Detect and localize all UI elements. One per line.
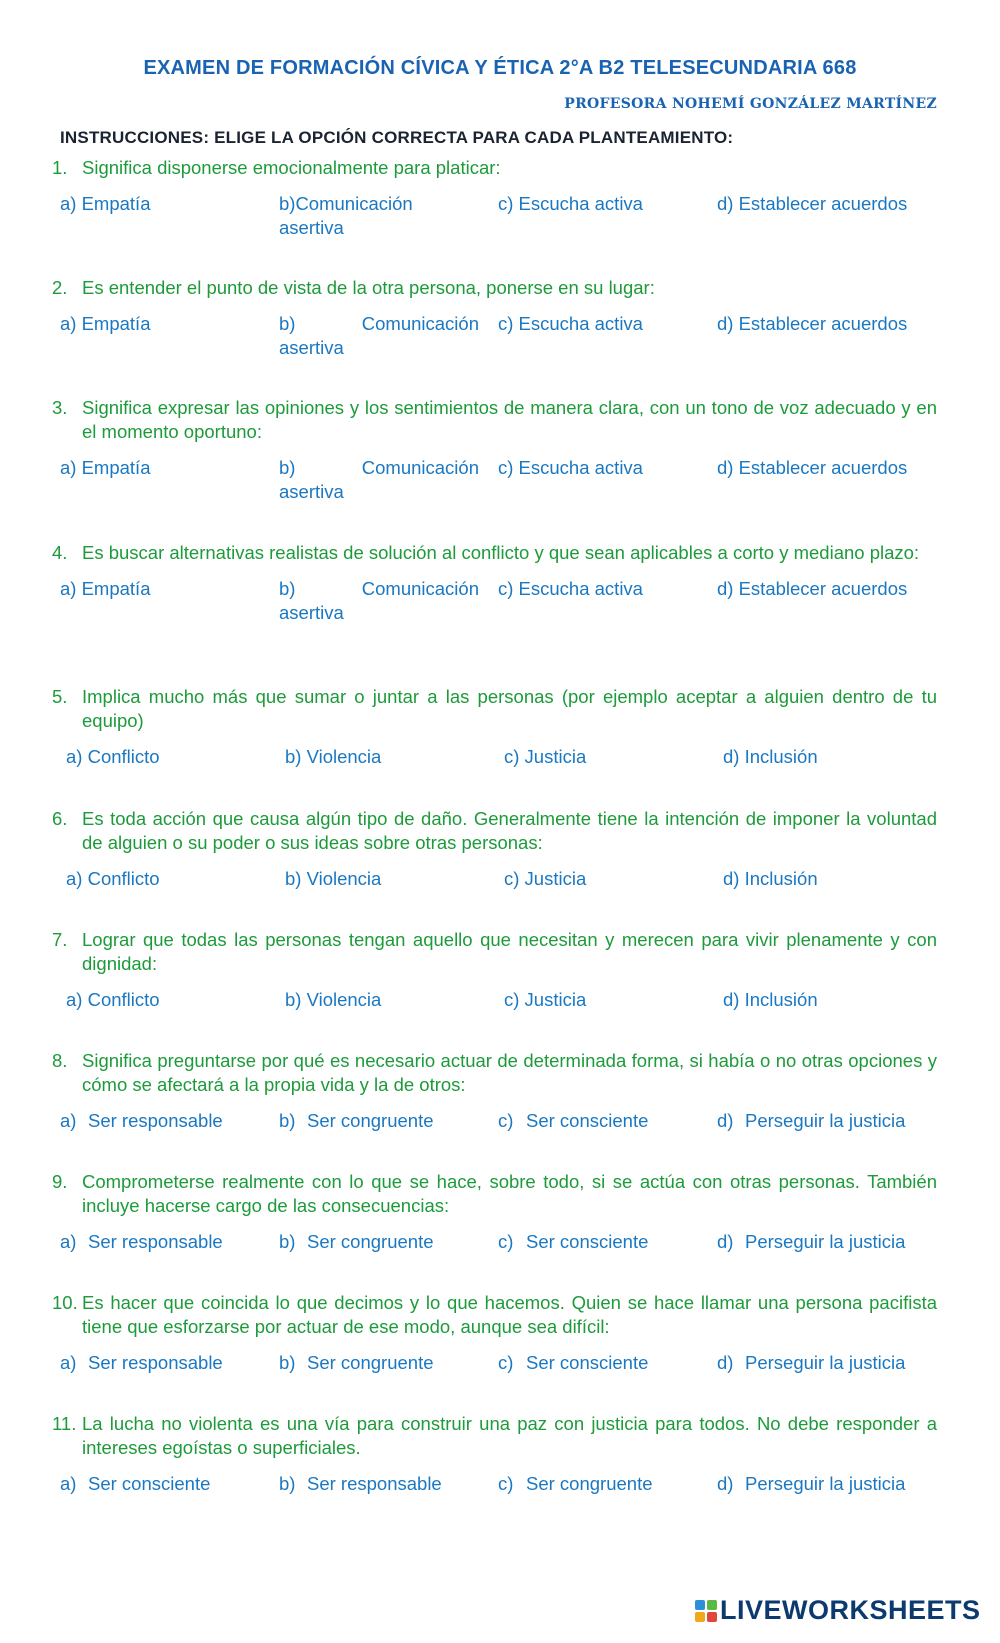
option-d[interactable]: d) Establecer acuerdos [717,457,908,478]
question-number: 8. [52,1050,68,1071]
question-number: 9. [52,1171,68,1192]
option-d[interactable]: d) Inclusión [723,868,818,889]
option-d[interactable]: d) Establecer acuerdos [717,193,908,214]
option-a[interactable]: a) Empatía [60,457,151,478]
question-number: 11. [52,1413,77,1434]
option-b-letter: b) [279,578,296,599]
option-letter: c) [498,1110,514,1131]
option-text: Ser congruente [307,1352,434,1373]
option-text: Ser consciente [526,1231,649,1252]
question-text: Significa expresar las opiniones y los sentimientos de manera clara, con un tono de voz adecuado y en el momento oportuno: [82,397,937,442]
option-a[interactable] [60,1230,279,1254]
option-a[interactable]: a) Conflicto [66,746,160,767]
option-letter: d) [717,1231,734,1252]
option-text: Ser consciente [88,1473,211,1494]
option-d[interactable]: d) Establecer acuerdos [717,313,908,334]
option-c[interactable] [498,1472,717,1496]
question-text: Es buscar alternativas realistas de solución al conflicto y que sean aplicables a corto y mediano plazo: [82,542,920,563]
question-2 [52,276,937,360]
option-b[interactable] [279,1351,498,1375]
option-b[interactable]: b) Violencia [285,746,382,767]
option-a[interactable]: a) Empatía [60,578,151,599]
option-b-word: asertiva [279,337,344,358]
question-text: Lograr que todas las personas tengan aquello que necesitan y merecen para vivir plenamente y con dignidad: [82,929,937,974]
option-d[interactable] [717,1109,936,1133]
option-b-letter: b) [279,457,296,478]
option-text: Perseguir la justicia [745,1352,906,1373]
question-6 [52,807,937,891]
logo-text: LIVEWORKSHEETS [720,1595,981,1625]
question-number: 2. [52,277,68,298]
option-text: Ser responsable [88,1110,223,1131]
question-text: Es entender el punto de vista de la otra persona, ponerse en su lugar: [82,277,655,298]
option-c[interactable] [498,1230,717,1254]
option-b-word: asertiva [279,481,344,502]
option-b[interactable] [279,456,498,504]
question-4 [52,541,937,625]
question-9 [52,1170,937,1254]
option-b-letter: b) [279,313,296,334]
option-text: Perseguir la justicia [745,1110,906,1131]
question-number: 10. [52,1292,78,1313]
option-c[interactable]: c) Escucha activa [498,313,643,334]
question-1 [52,156,937,240]
teacher-name: PROFESORA NOHEMÍ GONZÁLEZ MARTÍNEZ [564,96,937,112]
question-number: 7. [52,929,68,950]
option-c[interactable]: c) Escucha activa [498,193,643,214]
question-text: Es toda acción que causa algún tipo de daño. Generalmente tiene la intención de imponer la voluntad de alguien o su poder o sus ideas sobre otras personas: [82,808,937,853]
exam-title: EXAMEN DE FORMACIÓN CÍVICA Y ÉTICA 2°A B2 TELESECUNDARIA 668 [143,57,857,79]
question-number: 5. [52,686,68,707]
question-text: Significa disponerse emocionalmente para platicar: [82,157,501,178]
question-8 [52,1049,937,1133]
question-3 [52,396,937,504]
option-c[interactable]: c) Escucha activa [498,457,643,478]
option-a[interactable] [60,1472,279,1496]
option-b[interactable] [279,1472,498,1496]
option-letter: a) [60,1231,77,1252]
option-letter: b) [279,1110,296,1131]
option-letter: c) [498,1473,514,1494]
option-b[interactable] [279,312,498,360]
option-d[interactable]: d) Inclusión [723,746,818,767]
option-text: Ser responsable [307,1473,442,1494]
question-number: 3. [52,397,68,418]
option-text: Perseguir la justicia [745,1231,906,1252]
option-text: Perseguir la justicia [745,1473,906,1494]
option-c[interactable] [498,1109,717,1133]
question-text: Comprometerse realmente con lo que se hace, sobre todo, si se actúa con otras personas. También incluye hacerse cargo de las consecuencias: [82,1171,937,1216]
question-text: La lucha no violenta es una vía para construir una paz con justicia para todos. No debe responder a intereses egoístas o superficiales. [82,1413,937,1458]
option-text: Ser responsable [88,1231,223,1252]
option-letter: d) [717,1473,734,1494]
option-text: Ser congruente [526,1473,653,1494]
option-b[interactable]: b) Violencia [285,868,382,889]
option-c[interactable]: c) Escucha activa [498,578,643,599]
option-letter: c) [498,1352,514,1373]
option-text: Ser consciente [526,1110,649,1131]
option-c[interactable]: c) Justicia [504,746,587,767]
question-11 [52,1412,937,1496]
option-b[interactable] [279,1230,498,1254]
option-a[interactable] [60,1109,279,1133]
question-number: 6. [52,808,68,829]
option-b[interactable]: b)Comunicación asertiva [279,193,413,238]
option-text: Ser responsable [88,1352,223,1373]
option-letter: b) [279,1352,296,1373]
option-letter: c) [498,1231,514,1252]
option-text: Ser congruente [307,1231,434,1252]
option-d[interactable] [717,1230,936,1254]
question-text: Es hacer que coincida lo que decimos y lo que hacemos. Quien se hace llamar una persona pacifista tiene que esforzarse por actuar de ese modo, aunque sea difícil: [82,1292,937,1337]
option-d[interactable]: d) Inclusión [723,989,818,1010]
question-5 [52,685,937,769]
option-text: Ser congruente [307,1110,434,1131]
option-a[interactable]: a) Empatía [60,193,151,214]
option-c[interactable] [498,1351,717,1375]
option-d[interactable] [717,1351,936,1375]
option-a[interactable]: a) Empatía [60,313,151,334]
question-text: Implica mucho más que sumar o juntar a las personas (por ejemplo aceptar a alguien dentro de tu equipo) [82,686,937,731]
option-c[interactable]: c) Justicia [504,868,587,889]
option-letter: b) [279,1473,296,1494]
option-d[interactable]: d) Establecer acuerdos [717,578,908,599]
option-letter: a) [60,1110,77,1131]
question-text: Significa preguntarse por qué es necesario actuar de determinada forma, si había o no otras opciones y cómo se afectará a la propia vida y la de otros: [82,1050,937,1095]
option-b-word: asertiva [279,602,344,623]
option-a[interactable] [60,1351,279,1375]
option-b-word: Comunicación [361,578,479,599]
instructions: INSTRUCCIONES: ELIGE LA OPCIÓN CORRECTA PARA CADA PLANTEAMIENTO: [60,128,734,147]
option-letter: d) [717,1110,734,1131]
option-letter: a) [60,1473,77,1494]
option-b[interactable] [279,577,498,625]
option-letter: d) [717,1352,734,1373]
question-number: 4. [52,542,68,563]
option-a[interactable]: a) Conflicto [66,989,160,1010]
option-b-word: Comunicación [361,313,479,334]
question-10 [52,1291,937,1375]
liveworksheets-logo[interactable] [695,1595,981,1626]
option-b[interactable]: b) Violencia [285,989,382,1010]
option-a[interactable]: a) Conflicto [66,868,160,889]
question-7 [52,928,937,1012]
option-b-word: Comunicación [361,457,479,478]
question-number: 1. [52,157,68,178]
option-letter: a) [60,1352,77,1373]
option-b[interactable] [279,1109,498,1133]
option-c[interactable]: c) Justicia [504,989,587,1010]
option-text: Ser consciente [526,1352,649,1373]
liveworksheets-icon [695,1600,717,1622]
option-d[interactable] [717,1472,936,1496]
option-letter: b) [279,1231,296,1252]
